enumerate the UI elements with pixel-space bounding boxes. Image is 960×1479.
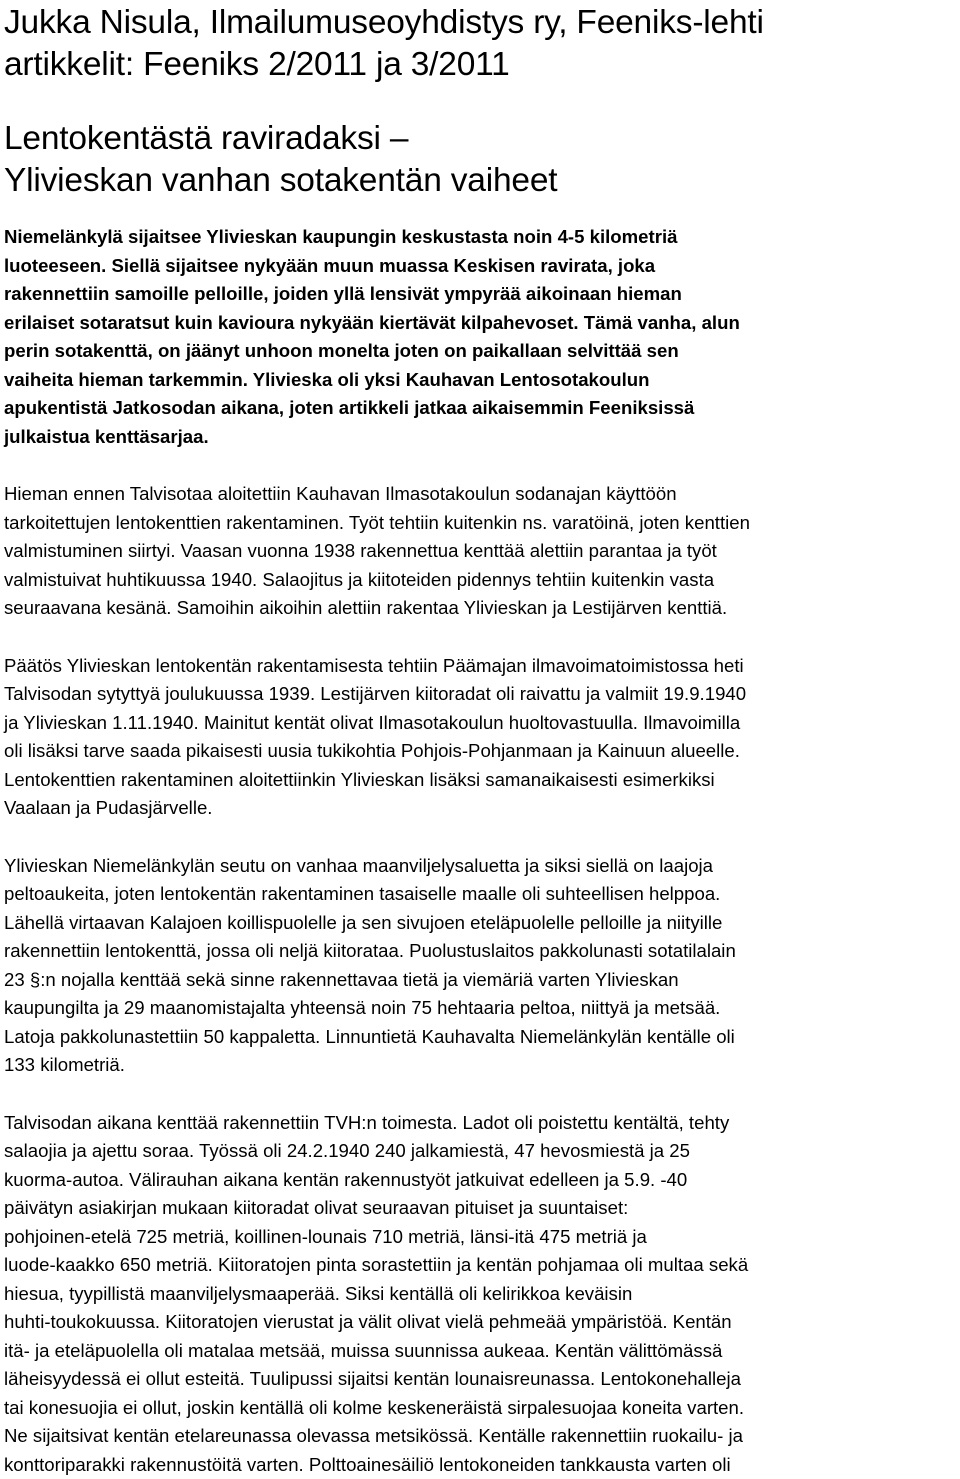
text-line: erilaiset sotaratsut kuin kavioura nykyään kiertävät kilpahevoset. Tämä vanha, alun xyxy=(4,309,960,338)
text-line: peltoaukeita, joten lentokentän rakentaminen tasaiselle maalle oli suhteellisen helppoa. xyxy=(4,880,960,909)
text-line: huhti-toukokuussa. Kiitoratojen vierustat ja välit olivat vielä pehmeää ympäristöä. Kentän xyxy=(4,1308,960,1337)
heading-line: Ylivieskan vanhan sotakentän vaiheet xyxy=(4,160,960,202)
text-line: salaojia ja ajettu soraa. Työssä oli 24.2.1940 240 jalkamiestä, 47 hevosmiestä ja 25 xyxy=(4,1137,960,1166)
body-paragraph xyxy=(4,1109,960,1479)
document-title xyxy=(4,0,960,86)
text-line: Latoja pakkolunastettiin 50 kappaletta. Linnuntietä Kauhavalta Niemelänkylän kentälle oli xyxy=(4,1023,960,1052)
text-line: Ne sijaitsivat kentän etelareunassa olevassa metsikössä. Kentälle rakennettiin ruokailu- ja xyxy=(4,1422,960,1451)
text-line: tai konesuojia ei ollut, joskin kentällä oli kolme keskeneräistä sirpalesuojaa koneita varten. xyxy=(4,1394,960,1423)
text-line: pohjoinen-etelä 725 metriä, koillinen-lounais 710 metriä, länsi-itä 475 metriä ja xyxy=(4,1223,960,1252)
text-line: luoteeseen. Siellä sijaitsee nykyään muun muassa Keskisen ravirata, joka xyxy=(4,252,960,281)
text-line: rakennettiin samoille pelloille, joiden yllä lensivät ympyrää aikoinaan hieman xyxy=(4,280,960,309)
text-line: Päätös Ylivieskan lentokentän rakentamisesta tehtiin Päämajan ilmavoimatoimistossa heti xyxy=(4,652,960,681)
text-line: apukentistä Jatkosodan aikana, joten artikkeli jatkaa aikaisemmin Feeniksissä xyxy=(4,394,960,423)
body-paragraph xyxy=(4,480,960,623)
lead-paragraph xyxy=(4,223,960,451)
text-line: Lähellä virtaavan Kalajoen koillispuolelle ja sen sivujoen eteläpuolelle pelloille ja niityille xyxy=(4,909,960,938)
text-line: Ylivieskan Niemelänkylän seutu on vanhaa maanviljelysaluetta ja siksi siellä on laajoja xyxy=(4,852,960,881)
text-line: Niemelänkylä sijaitsee Ylivieskan kaupungin keskustasta noin 4-5 kilometriä xyxy=(4,223,960,252)
text-line: vaiheita hieman tarkemmin. Ylivieska oli yksi Kauhavan Lentosotakoulun xyxy=(4,366,960,395)
text-line: tarkoitettujen lentokenttien rakentaminen. Työt tehtiin kuitenkin ns. varatöinä, joten kenttien xyxy=(4,509,960,538)
text-line: hiesua, tyypillistä maanviljelysmaaperää. Siksi kentällä oli kelirikkoa keväisin xyxy=(4,1280,960,1309)
text-line: luode-kaakko 650 metriä. Kiitoratojen pinta sorastettiin ja kentän pohjamaa oli multaa sekä xyxy=(4,1251,960,1280)
text-line: 133 kilometriä. xyxy=(4,1051,960,1080)
text-line: Lentokenttien rakentaminen aloitettiinkin Ylivieskan lisäksi samanaikaisesti esimerkiksi xyxy=(4,766,960,795)
text-line: Talvisodan sytyttyä joulukuussa 1939. Lestijärven kiitoradat oli raivattu ja valmiit 19.9.1940 xyxy=(4,680,960,709)
text-line: valmistuivat huhtikuussa 1940. Salaojitus ja kiitoteiden pidennys tehtiin kuitenkin vasta xyxy=(4,566,960,595)
article-heading xyxy=(4,118,960,202)
text-line: valmistuminen siirtyi. Vaasan vuonna 1938 rakennettua kenttää alettiin parantaa ja työt xyxy=(4,537,960,566)
text-line: itä- ja eteläpuolella oli matalaa metsää, muissa suunnissa aukeaa. Kentän välittömässä xyxy=(4,1337,960,1366)
text-line: läheisyydessä ei ollut esteitä. Tuulipussi sijaitsi kentän lounaisreunassa. Lentokonehalleja xyxy=(4,1365,960,1394)
text-line: perin sotakenttä, on jäänyt unhoon monelta joten on paikallaan selvittää sen xyxy=(4,337,960,366)
text-line: 23 §:n nojalla kenttää sekä sinne rakennettavaa tietä ja viemäriä varten Ylivieskan xyxy=(4,966,960,995)
text-line: rakennettiin lentokenttä, jossa oli neljä kiitorataa. Puolustuslaitos pakkolunasti sotatilalain xyxy=(4,937,960,966)
title-line: artikkelit: Feeniks 2/2011 ja 3/2011 xyxy=(4,44,960,86)
text-line: Talvisodan aikana kenttää rakennettiin TVH:n toimesta. Ladot oli poistettu kentältä, tehty xyxy=(4,1109,960,1138)
title-line: Jukka Nisula, Ilmailumuseoyhdistys ry, Feeniks-lehti xyxy=(4,2,960,44)
body-paragraph xyxy=(4,652,960,823)
text-line: kuorma-autoa. Välirauhan aikana kentän rakennustyöt jatkuivat edelleen ja 5.9. -40 xyxy=(4,1166,960,1195)
body-paragraph xyxy=(4,852,960,1080)
text-line: ja Ylivieskan 1.11.1940. Mainitut kentät olivat Ilmasotakoulun huoltovastuulla. Ilmavoimilla xyxy=(4,709,960,738)
text-line: oli lisäksi tarve saada pikaisesti uusia tukikohtia Pohjois-Pohjanmaan ja Kainuun alueelle. xyxy=(4,737,960,766)
text-line: Hieman ennen Talvisotaa aloitettiin Kauhavan Ilmasotakoulun sodanajan käyttöön xyxy=(4,480,960,509)
heading-line: Lentokentästä raviradaksi – xyxy=(4,118,960,160)
text-line: seuraavana kesänä. Samoihin aikoihin alettiin rakentaa Ylivieskan ja Lestijärven kenttiä. xyxy=(4,594,960,623)
text-line: Vaalaan ja Pudasjärvelle. xyxy=(4,794,960,823)
text-line: kaupungilta ja 29 maanomistajalta yhteensä noin 75 hehtaaria peltoa, niittyä ja metsää. xyxy=(4,994,960,1023)
text-line: konttoriparakki rakennustöitä varten. Polttoainesäiliö lentokoneiden tankkausta varten oli xyxy=(4,1451,960,1479)
text-line: päivätyn asiakirjan mukaan kiitoradat olivat seuraavan pituiset ja suuntaiset: xyxy=(4,1194,960,1223)
text-line: julkaistua kenttäsarjaa. xyxy=(4,423,960,452)
